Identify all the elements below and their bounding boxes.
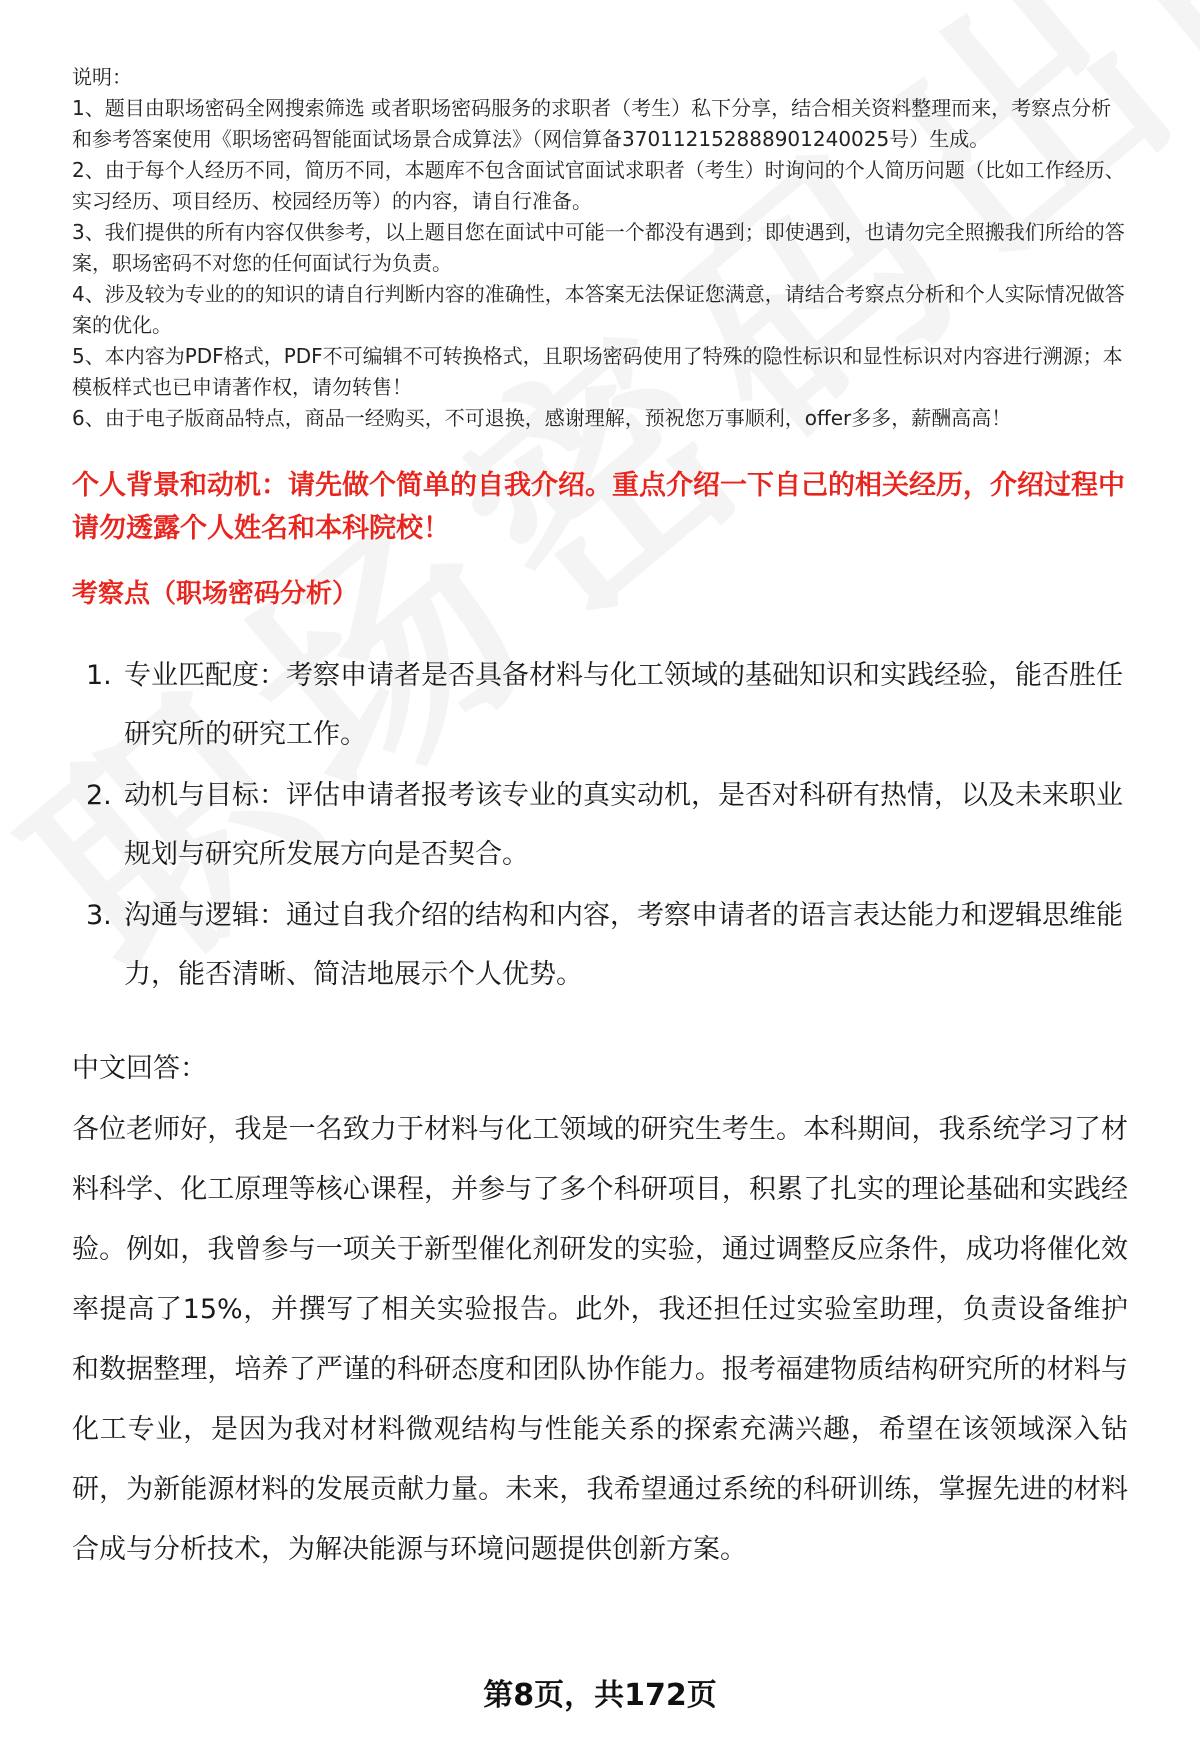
note-item: 3、我们提供的所有内容仅供参考，以上题目您在面试中可能一个都没有遇到；即使遇到，也请勿完全照搬我们所给的答案，职场密码不对您的任何面试行为负责。	[72, 220, 1125, 275]
point-number: 2.	[86, 780, 112, 811]
point-number: 3.	[86, 900, 112, 931]
page-content	[72, 62, 1128, 1580]
analysis-point	[72, 646, 1128, 764]
page-number-footer: 第8页，共172页	[483, 1678, 717, 1713]
interview-question: 个人背景和动机：请先做个简单的自我介绍。重点介绍一下自己的相关经历，介绍过程中请勿透露个人姓名和本科院校！	[72, 470, 1125, 544]
analysis-heading: 考察点（职场密码分析）	[72, 579, 359, 609]
point-text: 沟通与逻辑：通过自我介绍的结构和内容，考察申请者的语言表达能力和逻辑思维能力，能否清晰、简洁地展示个人优势。	[124, 900, 1123, 990]
note-item: 1、题目由职场密码全网搜索筛选 或者职场密码服务的求职者（考生）私下分享，结合相关资料整理而来，考察点分析和参考答案使用《职场密码智能面试场景合成算法》（网信算备370112152888901240025号）生成。	[72, 96, 1112, 151]
point-number: 1.	[86, 660, 112, 691]
note-item: 2、由于每个人经历不同，简历不同，本题库不包含面试官面试求职者（考生）时询问的个人简历问题（比如工作经历、实习经历、项目经历、校园经历等）的内容，请自行准备。	[72, 158, 1125, 213]
analysis-point	[72, 766, 1128, 884]
point-text: 动机与目标：评估申请者报考该专业的真实动机，是否对科研有热情，以及未来职业规划与研究所发展方向是否契合。	[124, 780, 1123, 870]
answer-text: 各位老师好，我是一名致力于材料与化工领域的研究生考生。本科期间，我系统学习了材料科学、化工原理等核心课程，并参与了多个科研项目，积累了扎实的理论基础和实践经验。例如，我曾参与一项关于新型催化剂研发的实验，通过调整反应条件，成功将催化效率提高了15%，并撰写了相关实验报告。此外，我还担任过实验室助理，负责设备维护和数据整理，培养了严谨的科研态度和团队协作能力。报考福建物质结构研究所的材料与化工专业，是因为我对材料微观结构与性能关系的探索充满兴趣，希望在该领域深入钻研，为新能源材料的发展贡献力量。未来，我希望通过系统的科研训练，掌握先进的材料合成与分析技术，为解决能源与环境问题提供创新方案。	[72, 1114, 1128, 1565]
note-item: 5、本内容为PDF格式，PDF不可编辑不可转换格式，且职场密码使用了特殊的隐性标识和显性标识对内容进行溯源；本模板样式也已申请著作权，请勿转售！	[72, 344, 1123, 399]
point-text: 专业匹配度：考察申请者是否具备材料与化工领域的基础知识和实践经验，能否胜任研究所的研究工作。	[124, 660, 1123, 750]
disclaimer-notes	[72, 62, 1128, 434]
analysis-points	[72, 646, 1128, 1004]
answer-label: 中文回答：	[72, 1053, 207, 1084]
note-item: 6、由于电子版商品特点，商品一经购买，不可退换，感谢理解，预祝您万事顺利，offer多多，薪酬高高！	[72, 406, 1012, 430]
analysis-point	[72, 886, 1128, 1004]
notes-title: 说明：	[72, 65, 132, 89]
note-item: 4、涉及较为专业的的知识的请自行判断内容的准确性，本答案无法保证您满意，请结合考察点分析和个人实际情况做答案的优化。	[72, 282, 1125, 337]
